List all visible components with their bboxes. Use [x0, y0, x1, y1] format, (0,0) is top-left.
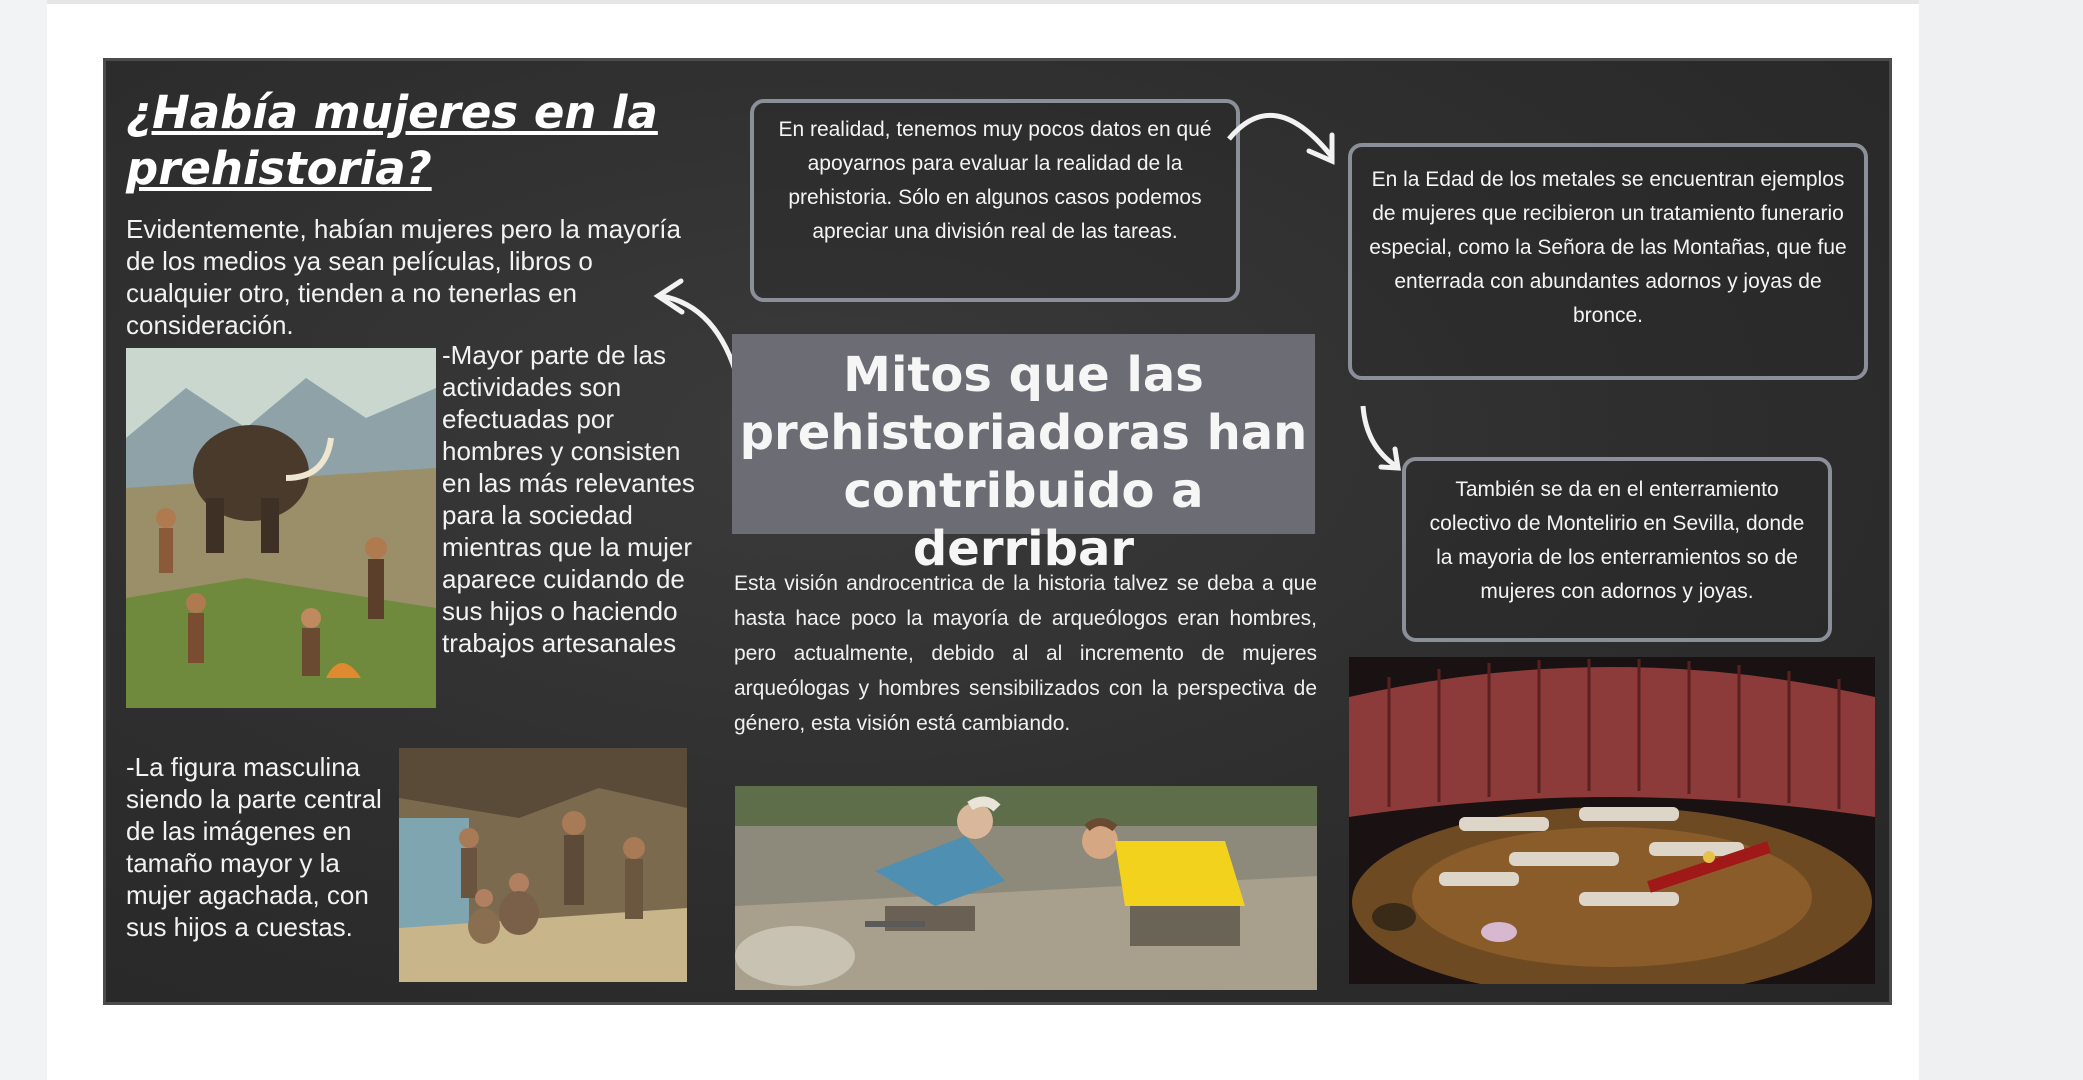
chalkboard-slide: [103, 58, 1892, 1005]
right-gutter: [1919, 0, 2083, 1080]
montelirio-bubble: También se da en el enterramiento colectivo de Montelirio en Sevilla, donde la mayoria de los enterramientos so de mujeres con adornos y joyas.: [1402, 457, 1832, 642]
intro-text: Evidentemente, habían mujeres pero la mayoría de los medios ya sean películas, libros o cualquier otro, tienden a no tenerlas en consideración.: [126, 214, 681, 340]
figure-text: -La figura masculina siendo la parte central de las imágenes en tamaño mayor y la mujer agachada, con sus hijos a cuestas.: [126, 752, 382, 942]
archaeologists-photo: [735, 786, 1317, 990]
vision-text: Esta visión androcentrica de la historia talvez se deba a que hasta hace poco la mayoría de arqueólogos eran hombres, pero actualmente, debido al al incremento de mujeres arqueólogas y hombres sensibilizados con la perspectiva de género, esta visión está cambiando.: [734, 572, 1317, 735]
metals-bubble: En la Edad de los metales se encuentran ejemplos de mujeres que recibieron un tratamiento funerario especial, como la Señora de las Montañas, que fue enterrada con abundantes adornos y joyas de bronce.: [1348, 143, 1868, 380]
main-title: Mitos que las prehistoriadoras han contribuido a derribar: [732, 334, 1315, 534]
arrow-to-metals-icon: [1224, 89, 1344, 169]
page-top-edge: [47, 0, 1919, 4]
cave-family-image: [399, 748, 687, 982]
montelirio-burial-image: [1349, 657, 1875, 984]
slide-title: ¿Había mujeres en la prehistoria?: [126, 86, 658, 195]
activities-text: -Mayor parte de las actividades son efectuadas por hombres y consisten en las más relevantes para la sociedad mientras que la mujer aparece cuidando de sus hijos o haciendo trabajos artesanales: [442, 340, 695, 658]
mammoth-hunt-image: [126, 348, 436, 708]
data-bubble: En realidad, tenemos muy pocos datos en qué apoyarnos para evaluar la realidad de la prehistoria. Sólo en algunos casos podemos apreciar una división real de las tareas.: [750, 99, 1240, 302]
